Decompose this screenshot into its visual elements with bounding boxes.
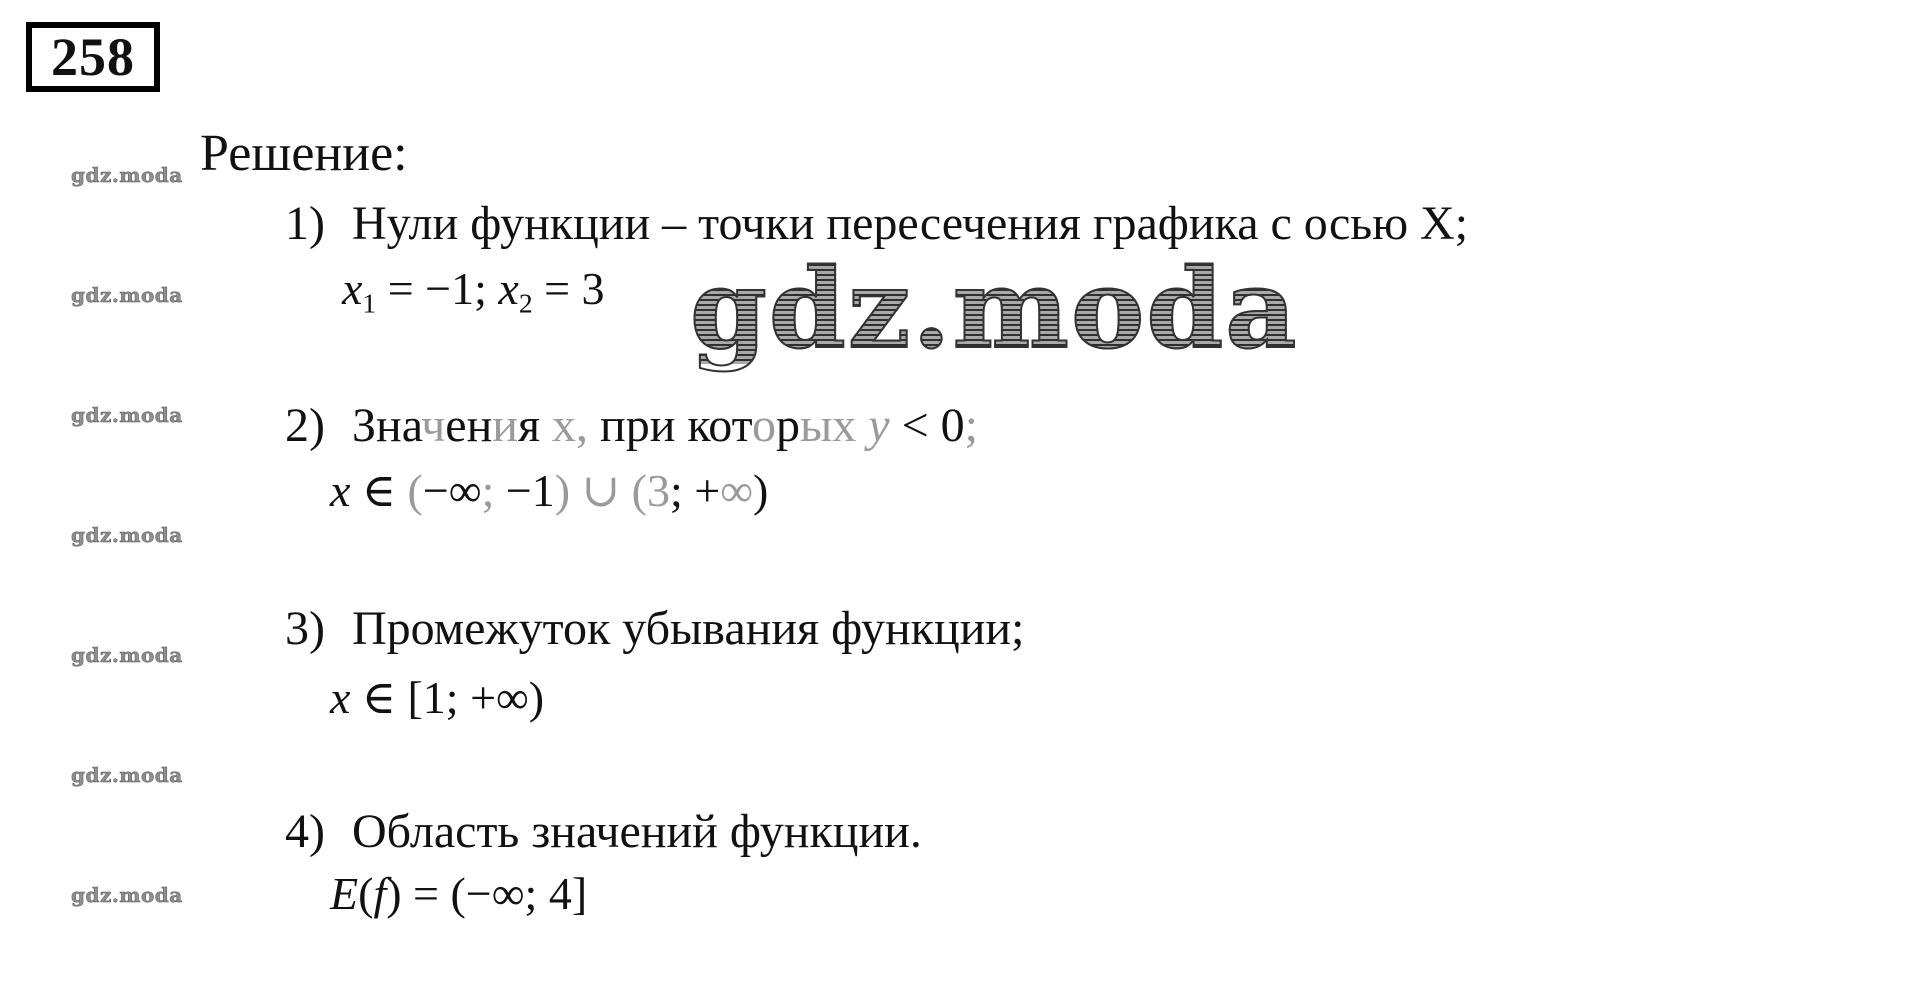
big-watermark: gdz.moda: [690, 244, 1299, 373]
solution-heading: Решение:: [200, 125, 408, 182]
step-1-text: Нули функции – точки пересечения графика с осью X;: [352, 197, 1469, 250]
side-watermark: gdz.moda: [71, 403, 183, 427]
step-4-formula: E(f) = (−∞; 4]: [330, 868, 588, 919]
step-3-title: [285, 601, 1024, 656]
side-watermark: gdz.moda: [71, 643, 183, 667]
step-1-number: 1): [285, 197, 325, 250]
problem-number-badge: [26, 22, 160, 92]
step-4-text: Область значений функции.: [352, 805, 922, 858]
step-1-formula: $x_1 = -1$; $x_2 = 3$: [342, 263, 605, 319]
step-1-title: [285, 196, 1468, 251]
side-watermark: gdz.moda: [71, 283, 183, 307]
step-3-number: 3): [285, 602, 325, 655]
step-3-formula: x ∈ [1; +∞): [330, 672, 545, 723]
side-watermark: gdz.moda: [71, 163, 183, 187]
step-3-text: Промежуток убывания функции;: [352, 602, 1025, 655]
side-watermark: gdz.moda: [71, 523, 183, 547]
step-2-title: [285, 398, 978, 453]
problem-number: 258: [51, 27, 135, 87]
step-2-number: 2): [285, 399, 325, 452]
step-2-text: Значения x, при которых y < 0;: [352, 399, 978, 452]
side-watermark: gdz.moda: [71, 763, 183, 787]
side-watermark: gdz.moda: [71, 883, 183, 907]
step-4-number: 4): [285, 805, 325, 858]
step-4-title: [285, 804, 922, 859]
step-2-formula: x ∈ (−∞; −1) ∪ (3; +∞): [330, 465, 769, 516]
